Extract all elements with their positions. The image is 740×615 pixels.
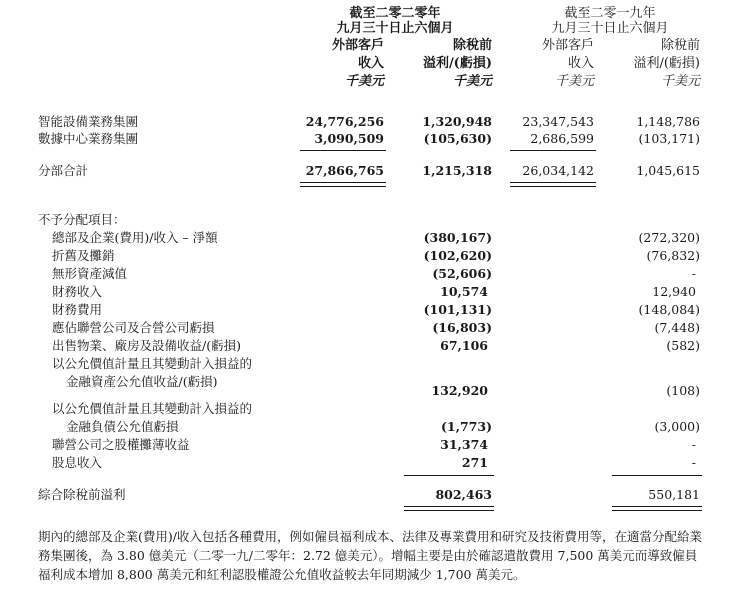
cur-rev-value: 3,090,509 [314,131,384,146]
cur-value: 10,574 [440,284,488,299]
pri-col-ext-rev-unit: 千美元 [554,74,594,89]
item-label-line1: 以公允價值計量且其變動計入損益的 [52,401,253,416]
item-label-line2: 金融資產公允值收益/(虧損) [66,374,218,389]
cur-pbt-total: 1,215,318 [422,163,492,178]
pri-value: (272,320) [638,230,700,245]
pri-value: (3,000) [654,419,700,434]
double-underline [300,182,386,187]
cur-value: 67,106 [440,338,488,353]
cur-total-value: 802,463 [435,487,492,502]
double-underline [404,506,494,511]
cur-col-ext-rev-1: 外部客戶 [331,38,384,53]
cur-pbt-value: (105,630) [423,131,492,146]
divider [300,150,386,151]
pri-value: - [691,455,696,470]
pri-pbt-value: (103,171) [638,131,700,146]
double-underline [510,182,596,187]
unallocated-title: 不予分配項目： [38,212,126,227]
item-label: 聯營公司之股權攤薄收益 [52,437,190,452]
cur-col-pbt-2: 溢利/(虧損) [422,56,492,71]
segment-label: 智能設備業務集團 [38,114,139,129]
pri-col-pbt-2: 溢利/(虧損) [633,56,700,71]
current-period-title-1: 截至二零二零年 [349,6,441,21]
item-label-line1: 以公允價值計量且其變動計入損益的 [52,356,253,371]
cur-value: (1,773) [441,419,492,434]
cur-value: (380,167) [423,230,492,245]
total-label: 綜合除稅前溢利 [38,487,126,502]
cur-value: (101,131) [423,302,492,317]
prior-period-title-2: 九月三十日止六個月 [551,21,669,36]
item-label: 總部及企業(費用)/收入 – 淨額 [52,230,218,245]
divider [404,475,494,476]
item-label: 出售物業、廠房及設備收益/(虧損) [52,338,241,353]
pri-total-value: 550,181 [648,487,700,502]
pri-value: (76,832) [646,248,700,263]
pri-col-ext-rev-2: 收入 [567,56,594,71]
cur-pbt-value: 1,320,948 [422,114,492,129]
pri-pbt-total: 1,045,615 [636,163,700,178]
pri-rev-total: 26,034,142 [522,163,594,178]
item-label: 無形資產減值 [52,266,128,281]
cur-col-ext-rev-2: 收入 [357,56,384,71]
pri-value: 12,940 [652,284,696,299]
item-label: 應佔聯營公司及合營公司虧損 [52,320,215,335]
cur-value: (52,606) [432,266,492,281]
pri-rev-value: 2,686,599 [530,131,594,146]
pri-value: (7,448) [654,320,700,335]
pri-col-pbt-1: 除稅前 [660,38,700,53]
pri-value: - [691,266,696,281]
prior-period-title-1: 截至二零一九年 [564,6,656,21]
pri-value: - [691,437,696,452]
cur-value: 31,374 [440,437,488,452]
pri-rev-value: 23,347,543 [522,114,594,129]
item-label: 財務費用 [52,302,103,317]
pri-col-pbt-unit: 千美元 [660,74,700,89]
item-label-line2: 金融負債公允值虧損 [66,419,179,434]
cur-value: (102,620) [423,248,492,263]
cur-value: (16,803) [432,320,492,335]
segment-label: 數據中心業務集團 [38,131,139,146]
divider [510,150,596,151]
cur-rev-value: 24,776,256 [305,114,384,129]
cur-value: 132,920 [431,383,488,398]
pri-col-ext-rev-1: 外部客戶 [541,38,594,53]
cur-col-ext-rev-unit: 千美元 [344,74,384,89]
segment-total-label: 分部合計 [38,163,89,178]
pri-value: (148,084) [638,302,700,317]
pri-value: (582) [666,338,700,353]
pri-value: (108) [666,383,700,398]
item-label: 財務收入 [52,284,103,299]
item-label: 折舊及攤銷 [52,248,115,263]
divider [612,475,702,476]
item-label: 股息收入 [52,455,103,470]
double-underline [612,506,702,511]
cur-col-pbt-1: 除稅前 [452,38,492,53]
cur-value: 271 [461,455,488,470]
cur-rev-total: 27,866,765 [305,163,384,178]
note-paragraph: 期內的總部及企業(費用)/收入包括各種費用，例如僱員福利成本、法律及專業費用和研究及技術費用等，在適當分配給業務集團後，為 3.80 億美元（二零一九/二零年：2.72 億美元）。增幅主要是由於確認遣散費用 7,500 萬美元而導致僱員福利成本增加 8,800 萬美元和紅利認股權證公允值收益較去年同期減少 1,700 萬美元。 [38,529,702,582]
current-period-title-2: 九月三十日止六個月 [336,21,454,36]
pri-pbt-value: 1,148,786 [636,114,700,129]
cur-col-pbt-unit: 千美元 [452,74,492,89]
